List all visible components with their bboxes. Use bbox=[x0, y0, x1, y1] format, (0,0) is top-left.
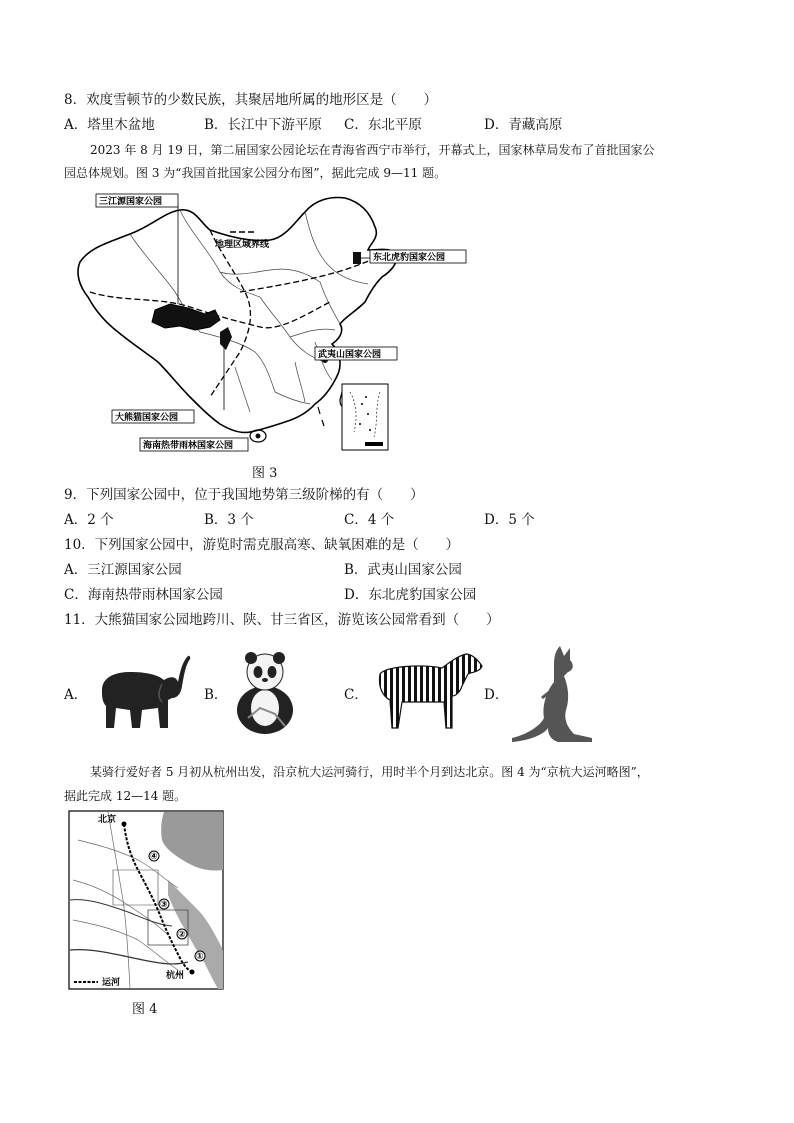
q11-option-d: D． bbox=[484, 687, 509, 703]
q9-stem: 9．下列国家公园中，位于我国地势第三级阶梯的有（ ） bbox=[64, 487, 424, 503]
q10-option-c: C．海南热带雨林国家公园 bbox=[64, 587, 223, 603]
figure4-caption: 图 4 bbox=[132, 1002, 158, 1017]
label-beijing: 北京 bbox=[98, 815, 117, 825]
q11-option-a: A． bbox=[64, 687, 88, 703]
figure3-caption: 图 3 bbox=[252, 466, 278, 481]
panda-image bbox=[230, 648, 300, 740]
label-hangzhou: 杭州 bbox=[166, 971, 185, 981]
q11-option-c: C． bbox=[344, 687, 368, 703]
q9-option-a: A．2 个 bbox=[64, 512, 114, 528]
intro1-line1: 2023 年 8 月 19 日，第二届国家公园论坛在青海省西宁市举行，开幕式上，国家林草局发布了首批国家公 bbox=[90, 143, 655, 157]
q10-option-d: D．东北虎豹国家公园 bbox=[344, 587, 477, 603]
intro2-line1: 某骑行爱好者 5 月初从杭州出发，沿京杭大运河骑行，用时半个月到达北京。图 4 为“京杭大运河略图”， bbox=[90, 765, 649, 779]
figure4-map bbox=[68, 810, 224, 990]
q9-option-b: B．3 个 bbox=[204, 512, 254, 528]
q8-stem: 8．欢度雪顿节的少数民族，其聚居地所属的地形区是（ ） bbox=[64, 92, 438, 108]
canal-map-svg bbox=[68, 810, 224, 990]
q10-option-a: A．三江源国家公园 bbox=[64, 562, 182, 578]
label-wuyishan: 武夷山国家公园 bbox=[318, 350, 382, 360]
label-hainan: 海南热带雨林国家公园 bbox=[143, 441, 234, 451]
figure3-map bbox=[70, 192, 470, 457]
q8-option-c: C．东北平原 bbox=[344, 117, 422, 133]
marker-2: ② bbox=[178, 930, 186, 940]
q8-option-a: A．塔里木盆地 bbox=[64, 117, 155, 133]
sanjiangyuan-region bbox=[152, 304, 220, 330]
legend-region-line: 地理区域界线 bbox=[215, 240, 270, 250]
marker-4: ④ bbox=[150, 852, 158, 862]
q9-option-c: C．4 个 bbox=[344, 512, 395, 528]
label-daxiongmao: 大熊猫国家公园 bbox=[115, 413, 179, 423]
q8-option-d: D．青藏高原 bbox=[484, 117, 563, 133]
label-dongbei: 东北虎豹国家公园 bbox=[373, 253, 446, 263]
kangaroo-image bbox=[508, 642, 598, 748]
china-map-svg bbox=[70, 192, 470, 457]
panda-region bbox=[220, 327, 232, 350]
south-sea-inset bbox=[342, 384, 388, 450]
q10-option-b: B．武夷山国家公园 bbox=[344, 562, 462, 578]
legend-canal: 运河 bbox=[102, 978, 121, 988]
q10-stem: 10．下列国家公园中，游览时需克服高寒、缺氧困难的是（ ） bbox=[64, 537, 460, 553]
intro2-line2: 据此完成 12—14 题。 bbox=[64, 789, 187, 803]
zebra-image bbox=[372, 652, 484, 736]
intro1-line2: 园总体规划。图 3 为“我国首批国家公园分布图”，据此完成 9—11 题。 bbox=[64, 166, 447, 180]
marker-3: ③ bbox=[160, 900, 168, 910]
q8-option-b: B．长江中下游平原 bbox=[204, 117, 322, 133]
q11-option-b: B． bbox=[204, 687, 228, 703]
elephant-image bbox=[92, 650, 192, 736]
q9-option-d: D．5 个 bbox=[484, 512, 535, 528]
label-sanjiangyuan: 三江源国家公园 bbox=[99, 197, 163, 207]
q11-stem: 11．大熊猫国家公园地跨川、陕、甘三省区，游览该公园常看到（ ） bbox=[64, 612, 500, 628]
marker-1: ① bbox=[196, 952, 204, 962]
